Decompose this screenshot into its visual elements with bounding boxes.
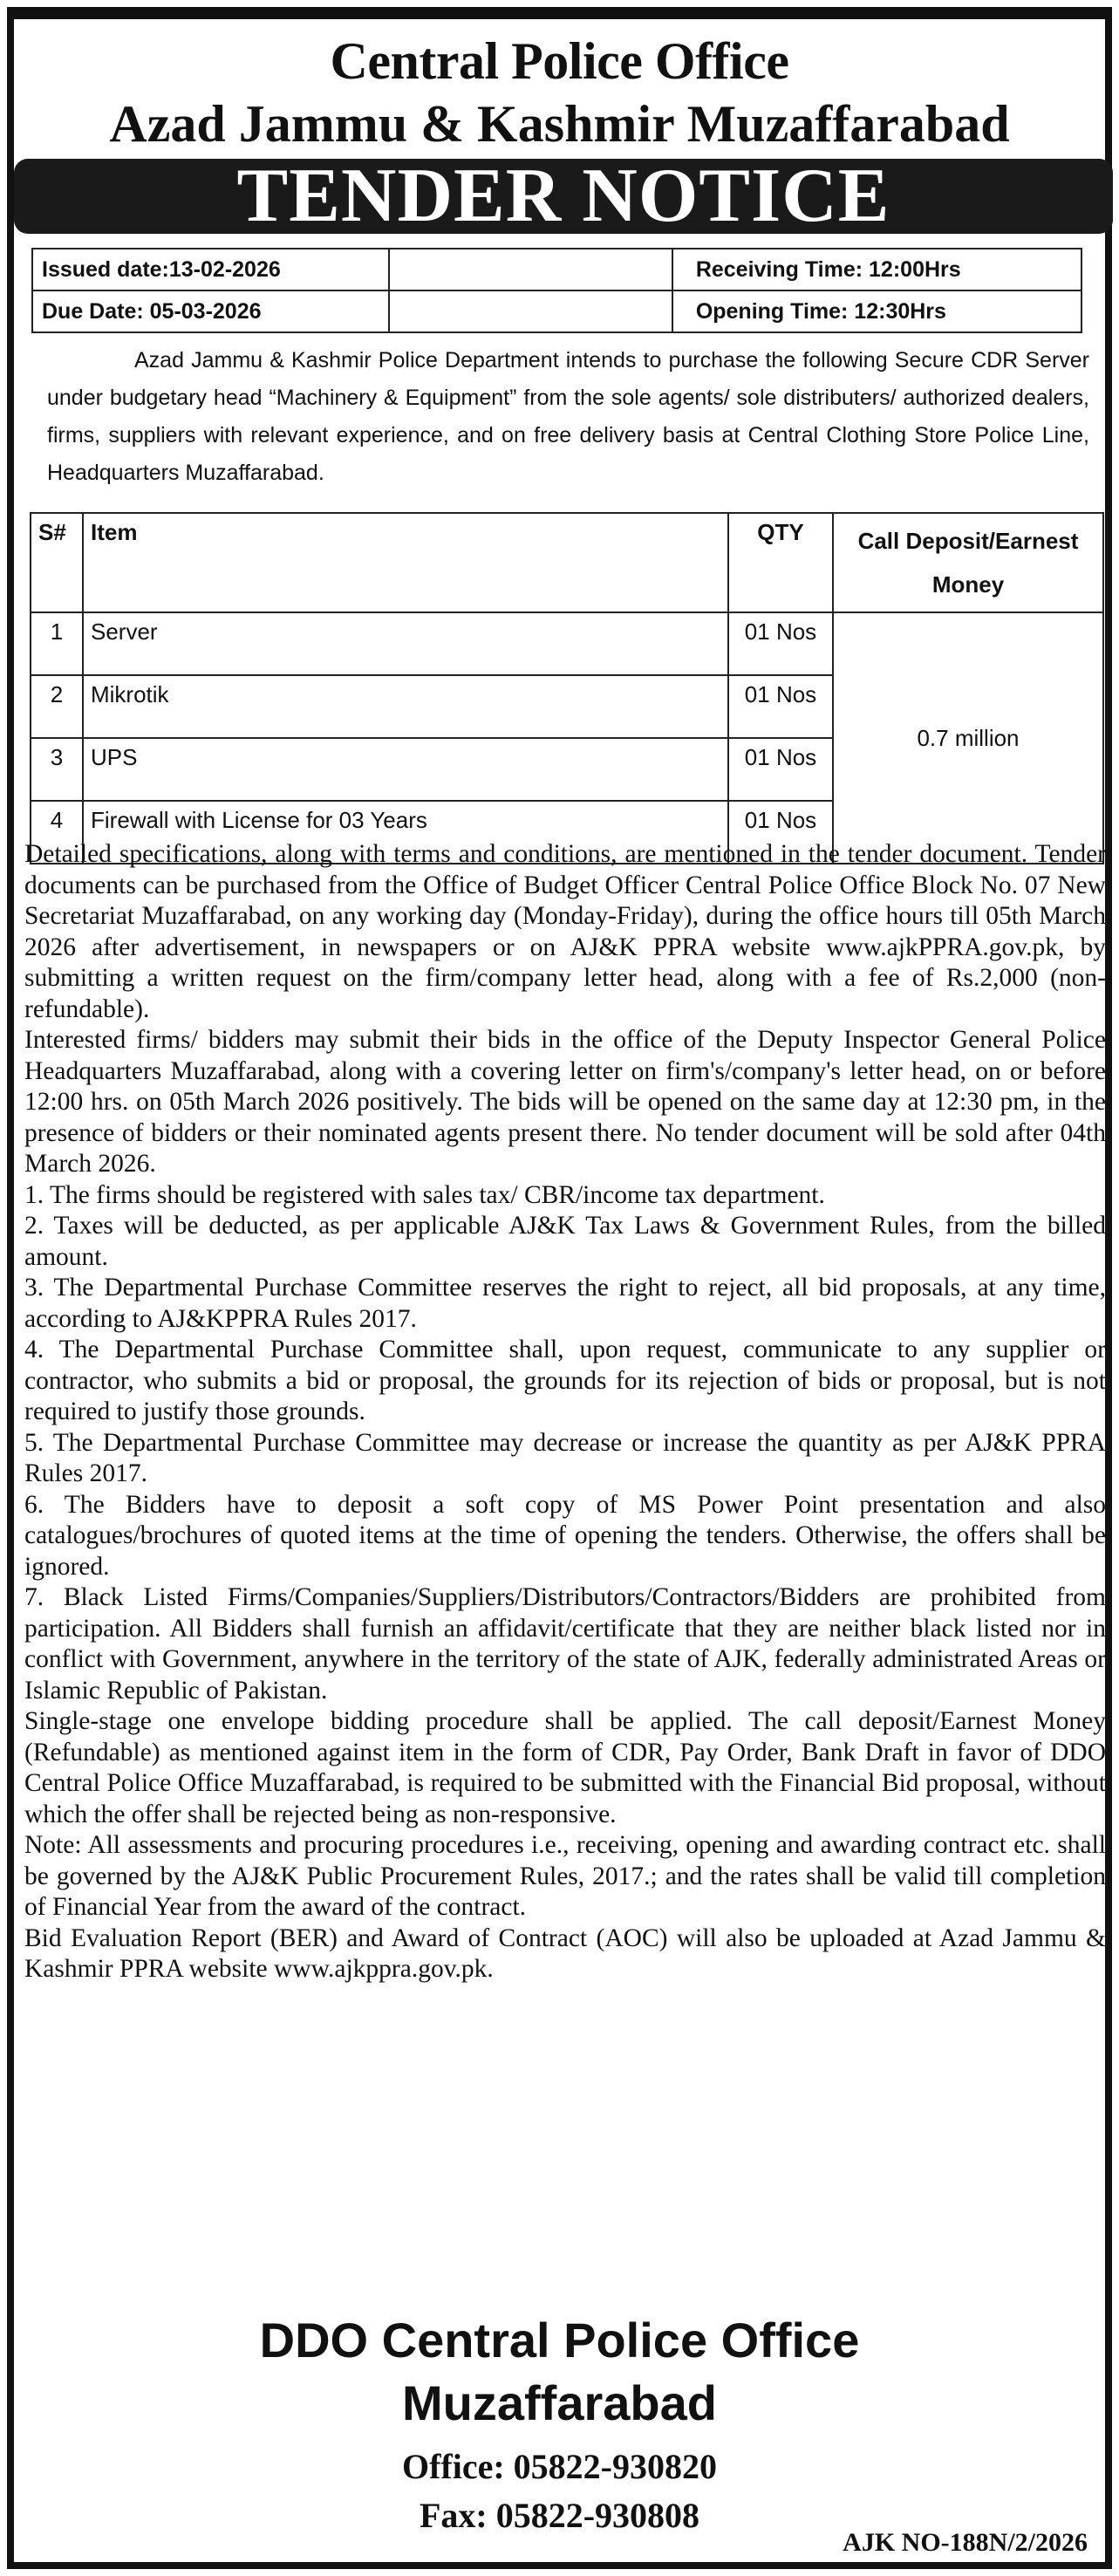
header-item: Item bbox=[83, 513, 728, 612]
paragraph: Interested firms/ bidders may submit their bids in the office of the Deputy Inspector General Police Headquarters Muzaffarabad, along with a covering letter on firm's/company's letter head, on or before 12:00 hrs. on 05th March 2026 positively. The bids will be opened on the same day at 12:30 pm, in the presence of bidders or their nominated agents present there. No tender document will be sold after 04th March 2026. bbox=[24, 1026, 1106, 1178]
office-location: Azad Jammu & Kashmir Muzaffarabad bbox=[109, 95, 1010, 153]
intro-paragraph: Azad Jammu & Kashmir Police Department intends to purchase the following Secure CDR Server under budgetary head “Machinery & Equipment” from the sole agents/ sole distributers/ authorized dealers, firms, suppliers with relevant experience, and on free delivery basis at Central Clothing Store Police Line, Headquarters Muzaffarabad. bbox=[47, 348, 1089, 485]
paragraph: Single-stage one envelope bidding procedure shall be applied. The call deposit/Earnest Money (Refundable) as mentioned against item in the form of CDR, Pay Order, Bank Draft in favor of DDO Central Police Office Muzaffarabad, is required to be submitted with the Financial Bid proposal, without which the offer shall be rejected being as non-responsive. bbox=[24, 1707, 1106, 1828]
paragraph: Note: All assessments and procuring procedures i.e., receiving, opening and awarding contract etc. shall be governed by the AJ&K Public Procurement Rules, 2017.; and the rates shall be valid till completion of Financial Year from the award of the contract. bbox=[24, 1831, 1106, 1921]
header-qty: QTY bbox=[728, 513, 833, 612]
paragraph: 7. Black Listed Firms/Companies/Suppliers/Distributors/Contractors/Bidders are prohibited from participation. All Bidders shall furnish an affidavit/certificate that they are neither black listed nor in conflict with Government, anywhere in the territory of the state of AJK, federally administrated Areas or Islamic Republic of Pakistan. bbox=[24, 1583, 1106, 1705]
reference-number: AJK NO-188N/2/2026 bbox=[843, 2528, 1088, 2557]
fax-number: Fax: 05822-930808 bbox=[419, 2496, 700, 2535]
opening-time: Opening Time: 12:30Hrs bbox=[672, 290, 1081, 332]
due-date: Due Date: 05-03-2026 bbox=[32, 290, 389, 332]
deposit-amount: 0.7 million bbox=[833, 612, 1103, 864]
office-phone: Office: 05822-930820 bbox=[401, 2447, 717, 2486]
signatory-location: Muzaffarabad bbox=[402, 2375, 717, 2430]
terms-body bbox=[24, 839, 1106, 1985]
paragraph: 4. The Departmental Purchase Committee shall, upon request, communicate to any supplier or contractor, who submits a bid or proposal, the grounds for its rejection of bids or proposal, but is not required to justify those grounds. bbox=[24, 1336, 1106, 1425]
paragraph: 2. Taxes will be deducted, as per applicable AJ&K Tax Laws & Government Rules, from the billed amount. bbox=[24, 1212, 1106, 1271]
items-table bbox=[30, 512, 1104, 864]
office-title: Central Police Office bbox=[330, 32, 789, 90]
table-row: 2 Mikrotik 01 Nos bbox=[31, 675, 1103, 738]
table-row: 4 Firewall with License for 03 Years 01 Nos bbox=[31, 801, 1103, 864]
tender-notice bbox=[7, 7, 1112, 2569]
paragraph: Detailed specifications, along with terms and conditions, are mentioned in the tender document. Tender documents can be purchased from the Office of Budget Officer Central Police Office Block No. 07 New Secretariat Muzaffarabad, on any working day (Monday-Friday), during the office hours till 05th March 2026 after advertisement, in newspapers or on AJ&K PPRA website www.ajkPPRA.gov.pk, by submitting a written request on the firm/company letter head, along with a fee of Rs.2,000 (non-refundable). bbox=[24, 840, 1106, 1023]
dates-table bbox=[31, 248, 1082, 333]
signatory-title: DDO Central Police Office bbox=[259, 2313, 860, 2368]
issued-date: Issued date:13-02-2026 bbox=[32, 249, 389, 290]
paragraph: Bid Evaluation Report (BER) and Award of Contract (AOC) will also be uploaded at Azad Jammu & Kashmir PPRA website www.ajkppra.gov.pk. bbox=[24, 1923, 1106, 1983]
header-deposit: Call Deposit/Earnest Money bbox=[833, 513, 1103, 612]
header-sn: S# bbox=[31, 513, 83, 612]
table-row: 1 Server 01 Nos 0.7 million bbox=[31, 612, 1103, 675]
paragraph: 3. The Departmental Purchase Committee reserves the right to reject, all bid proposals, at any time, according to AJ&KPPRA Rules 2017. bbox=[24, 1274, 1106, 1333]
paragraph: 5. The Departmental Purchase Committee may decrease or increase the quantity as per AJ&K PPRA Rules 2017. bbox=[24, 1428, 1106, 1487]
table-row: 3 UPS 01 Nos bbox=[31, 738, 1103, 801]
paragraph: 1. The firms should be registered with sales tax/ CBR/income tax department. bbox=[24, 1180, 825, 1209]
receiving-time: Receiving Time: 12:00Hrs bbox=[672, 249, 1081, 290]
paragraph: 6. The Bidders have to deposit a soft copy of MS Power Point presentation and also catalogues/brochures of quoted items at the time of opening the tenders. Otherwise, the offers shall be ignored. bbox=[24, 1490, 1106, 1581]
tender-notice-banner: TENDER NOTICE bbox=[14, 159, 1113, 234]
